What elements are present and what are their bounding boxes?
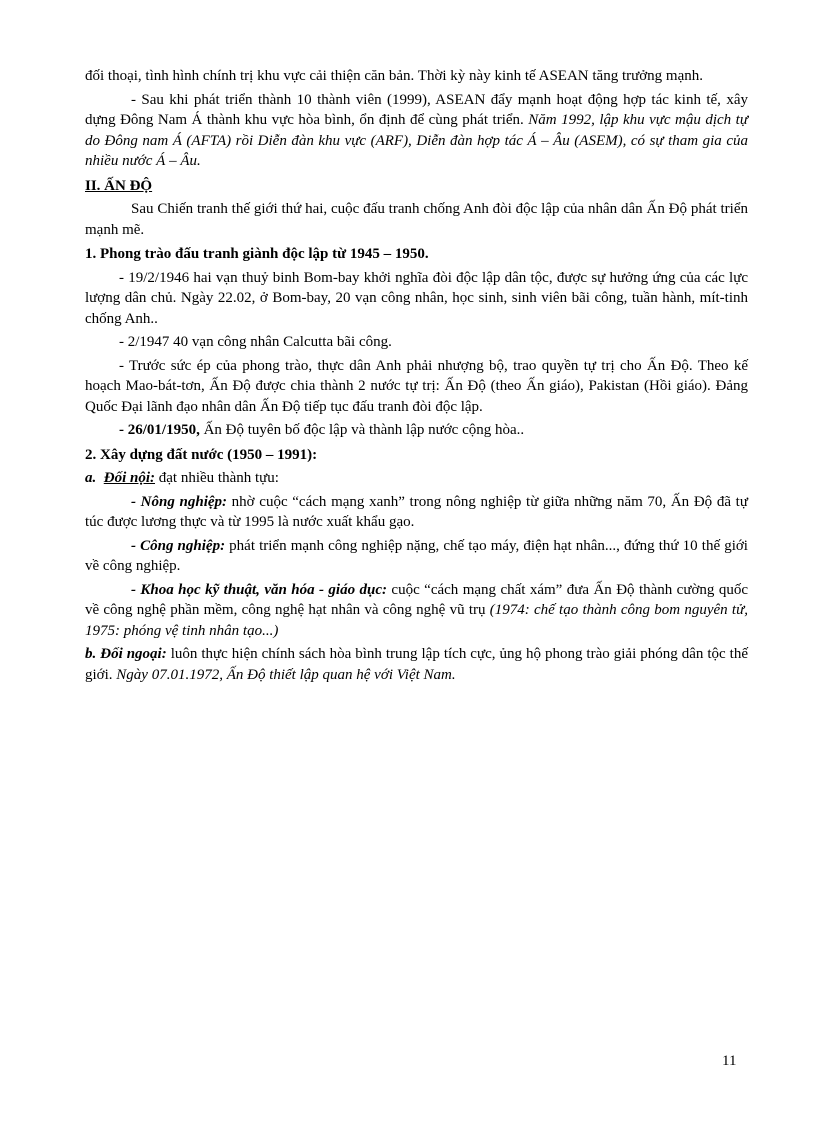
paragraph-india-intro: Sau Chiến tranh thế giới thứ hai, cuộc đấu tranh chống Anh đòi độc lập của nhân dân Ấn Độ phát triển mạnh mẽ. bbox=[85, 201, 748, 238]
paragraph-asean-expansion: - Sau khi phát triển thành 10 thành viên (1999), ASEAN đẩy mạnh hoạt động hợp tác kinh tế, xây dựng Đông Nam Á thành khu vực hòa bình, ổn định để cùng phát triển. Năm 1992, lập khu vực mậu dịch tự do Đông nam Á (AFTA) rồi Diễn đàn khu vực (ARF), Diễn đàn hợp tác Á – Âu (ASEM), có sự tham gia của nhiều nước Á – Âu. bbox=[85, 91, 749, 169]
list-item-1950: - 26/01/1950, Ấn Độ tuyên bố độc lập và thành lập nước cộng hòa.. bbox=[119, 422, 525, 438]
section-heading-india: II. ẤN ĐỘ bbox=[85, 177, 153, 194]
document-page bbox=[85, 66, 748, 688]
science-item: - Khoa học kỹ thuật, văn hóa - giáo dục: cuộc “cách mạng chất xám” đưa Ấn Độ thành cường quốc về công nghệ phần mềm, công nghệ hạt nhân và công nghệ vũ trụ (1974: chế tạo thành công bom nguyên tử, 1975: phóng vệ tinh nhân tạo...) bbox=[85, 581, 749, 639]
list-item-1946: - 19/2/1946 hai vạn thuỷ binh Bom-bay khởi nghĩa đòi độc lập dân tộc, được sự hưởng ứng của các lực lượng dân chủ. Ngày 22.02, ở Bom-bay, 20 vạn công nhân, học sinh, sinh viên bãi công, tuần hành, mít-tinh chống Anh.. bbox=[85, 269, 748, 327]
subheading-building: 2. Xây dựng đất nước (1950 – 1991): bbox=[85, 446, 318, 463]
foreign-policy-item: b. Đối ngoại: luôn thực hiện chính sách hòa bình trung lập tích cực, ủng hộ phong trào giải phóng dân tộc thế giới. Ngày 07.01.1972, Ấn Độ thiết lập quan hệ với Việt Nam. bbox=[85, 646, 748, 683]
industry-item: - Công nghiệp: phát triển mạnh công nghiệp nặng, chế tạo máy, điện hạt nhân..., đứng thứ 10 thế giới về công nghiệp. bbox=[85, 537, 748, 574]
paragraph-asean-growth: đối thoại, tình hình chính trị khu vực cải thiện căn bản. Thời kỳ này kinh tế ASEAN tăng trưởng mạnh. bbox=[85, 68, 703, 84]
page-number: 11 bbox=[722, 1053, 737, 1069]
list-item-1947: - 2/1947 40 vạn công nhân Calcutta bãi công. bbox=[119, 334, 392, 350]
agriculture-item: - Nông nghiệp: nhờ cuộc “cách mạng xanh” trong nông nghiệp từ giữa những năm 70, Ấn Độ đã tự túc được lương thực và từ 1995 là nước xuất khẩu gạo. bbox=[85, 493, 748, 530]
list-item-mountbatten: - Trước sức ép của phong trào, thực dân Anh phải nhượng bộ, trao quyền tự trị cho Ấn Độ. Theo kế hoạch Mao-bát-tơn, Ấn Độ được chia thành 2 nước tự trị: Ấn Độ (theo Ấn giáo), Pakistan (Hồi giáo). Đảng Quốc Đại lãnh đạo nhân dân Ấn Độ tiếp tục đấu tranh đòi độc lập. bbox=[85, 357, 748, 415]
subheading-independence: 1. Phong trào đấu tranh giành độc lập từ 1945 – 1950. bbox=[85, 246, 429, 262]
domestic-policy-line: a. Đối nội: đạt nhiều thành tựu: bbox=[85, 470, 279, 486]
